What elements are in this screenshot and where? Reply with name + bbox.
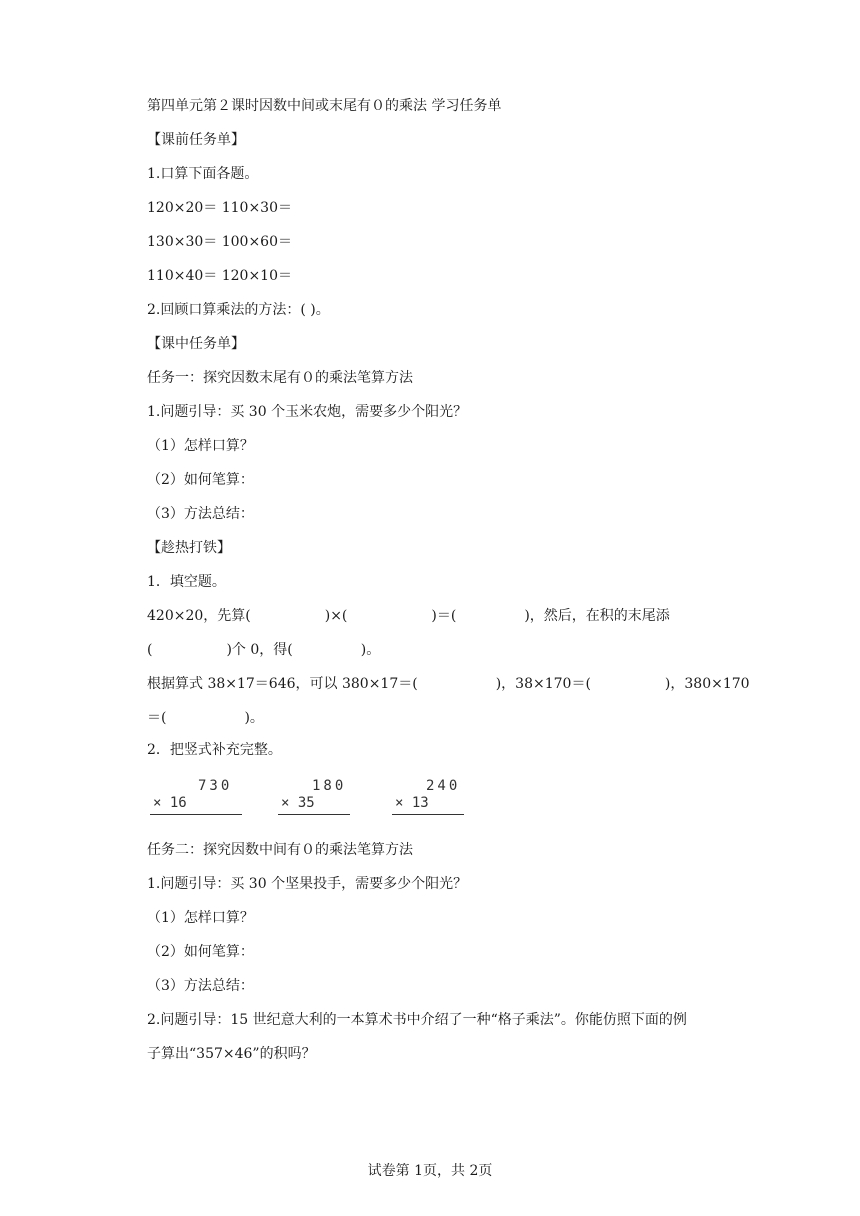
task1-step-2: （2）如何笔算： <box>147 472 254 488</box>
task2-step-3: （3）方法总结： <box>147 978 254 994</box>
page-title: 第四单元第２课时因数中间或末尾有０的乘法 学习任务单 <box>147 98 502 114</box>
oral-calc-item: 120×20＝ <box>147 200 218 216</box>
fill-text: )＝( <box>431 608 457 624</box>
task2-guide: 1.问题引导：买 30 个坚果投手，需要多少个阳光？ <box>147 876 468 892</box>
multiplier: × 35 <box>281 795 315 811</box>
multiplier: × 13 <box>395 795 429 811</box>
task1-step-3: （3）方法总结： <box>147 506 254 522</box>
oral-calc-item: 130×30＝ <box>147 234 218 250</box>
practice-heading: 【趁热打铁】 <box>147 540 231 556</box>
task2-step-2: （2）如何笔算： <box>147 944 254 960</box>
multiplicand: 240 <box>426 778 461 794</box>
calc-line <box>392 814 464 815</box>
fill-text: ( <box>147 642 153 658</box>
pre-class-heading: 【课前任务单】 <box>147 132 245 148</box>
oral-calc-row-1 <box>147 198 292 218</box>
task2-title: 任务二：探究因数中间有０的乘法笔算方法 <box>147 842 413 858</box>
fill-text: )×( <box>324 608 348 624</box>
fill-text: )。 <box>244 710 264 726</box>
pre-class-question-2: 2.回顾口算乘法的方法：( )。 <box>147 302 330 318</box>
fill-blank-line-4 <box>147 708 264 728</box>
oral-calc-item: 100×60＝ <box>221 234 293 250</box>
fill-text: )，38×170＝( <box>495 676 591 692</box>
practice-question-2: 2．把竖式补充完整。 <box>147 742 282 758</box>
oral-calc-item: 120×10＝ <box>221 268 293 284</box>
fill-text: 根据算式 38×17＝646，可以 380×17＝( <box>147 676 418 692</box>
calc-line <box>278 814 350 815</box>
fill-blank-line-1 <box>147 606 670 626</box>
task2-question-2-line-1: 2.问题引导：15 世纪意大利的一本算术书中介绍了一种“格子乘法”。你能仿照下面的例 <box>147 1012 687 1028</box>
fill-text: 420×20，先算( <box>147 608 251 624</box>
task1-guide: 1.问题引导：买 30 个玉米农炮，需要多少个阳光？ <box>147 404 468 420</box>
fill-text: ＝( <box>147 710 167 726</box>
fill-blank-line-3 <box>147 674 750 694</box>
multiplier: × 16 <box>153 795 187 811</box>
fill-text: )个 0，得( <box>226 642 293 658</box>
calc-line <box>150 814 242 815</box>
oral-calc-item: 110×40＝ <box>147 268 218 284</box>
oral-calc-row-2 <box>147 232 292 252</box>
task1-title: 任务一：探究因数末尾有０的乘法笔算方法 <box>147 370 413 386</box>
vertical-calc-3 <box>392 778 464 818</box>
task2-question-2-line-2: 子算出“357×46”的积吗？ <box>147 1046 316 1062</box>
oral-calc-item: 110×30＝ <box>221 200 293 216</box>
pre-class-question-1: 1.口算下面各题。 <box>147 166 259 182</box>
fill-text: )，380×170 <box>664 676 750 692</box>
fill-text: )。 <box>360 642 381 658</box>
oral-calc-row-3 <box>147 266 292 286</box>
page-footer: 试卷第 1页，共 2页 <box>367 1163 493 1179</box>
vertical-calc-2 <box>278 778 350 818</box>
fill-text: )，然后，在积的末尾添 <box>524 608 670 624</box>
multiplicand: 730 <box>198 778 233 794</box>
multiplicand: 180 <box>312 778 347 794</box>
task2-step-1: （1）怎样口算？ <box>147 910 254 926</box>
in-class-heading: 【课中任务单】 <box>147 336 245 352</box>
fill-blank-line-2 <box>147 640 380 660</box>
practice-question-1: 1．填空题。 <box>147 574 226 590</box>
task1-step-1: （1）怎样口算？ <box>147 438 254 454</box>
vertical-calc-1 <box>150 778 242 818</box>
